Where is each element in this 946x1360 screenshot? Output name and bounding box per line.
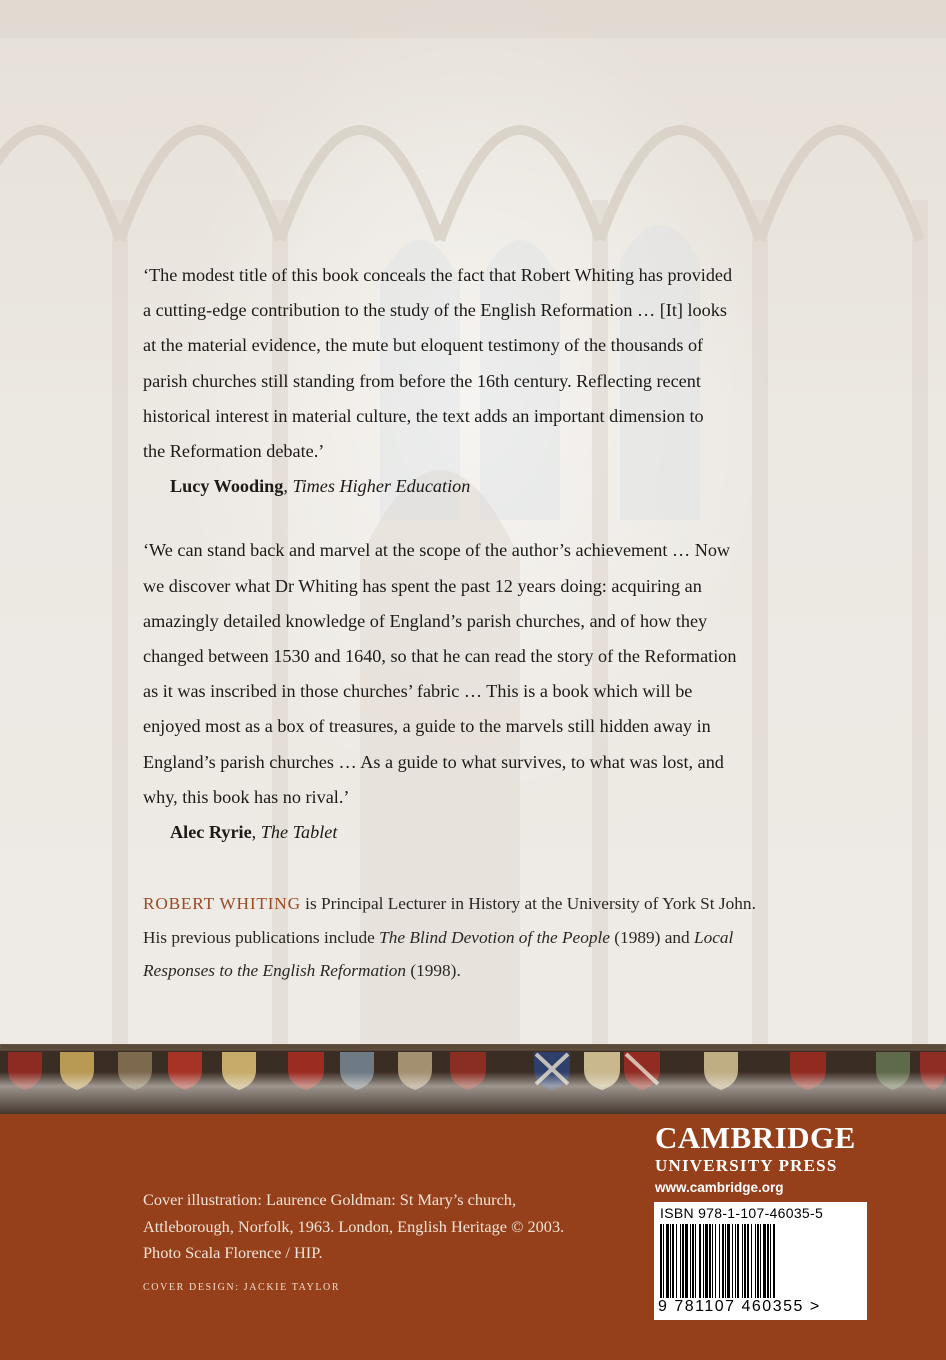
quote-line: ‘The modest title of this book conceals the fact that Robert Whiting has provided: [143, 265, 733, 285]
reviewer-name: Alec Ryrie: [170, 822, 252, 843]
bio-text: (1998).: [406, 961, 461, 980]
barcode-bar: [666, 1224, 669, 1298]
barcode-bar: [727, 1224, 730, 1298]
barcode-bar: [725, 1224, 726, 1298]
cover-design-credit: COVER DESIGN: JACKIE TAYLOR: [143, 1282, 341, 1293]
quote-line: enjoyed most as a box of treasures, a guide to the marvels still hidden away in: [143, 716, 711, 737]
barcode-bar: [715, 1224, 716, 1298]
attribution-separator: ,: [283, 476, 293, 497]
barcode-bar: [682, 1224, 684, 1298]
quote-line: a cutting-edge contribution to the study of the English Reformation … [It] looks: [143, 300, 727, 321]
barcode-bar: [676, 1224, 677, 1298]
barcode-bar: [722, 1224, 724, 1298]
book-title: Responses to the English Reformation: [143, 961, 407, 980]
barcode-bar: [757, 1224, 759, 1298]
publisher-name: CAMBRIDGE: [655, 1120, 856, 1155]
barcode-bar: [692, 1224, 694, 1298]
barcode-bar: [699, 1224, 701, 1298]
quote-line: we discover what Dr Whiting has spent the past 12 years doing: acquiring an: [143, 575, 702, 596]
isbn-barcode: [654, 1202, 867, 1320]
bio-text: His previous publications include: [143, 927, 380, 947]
barcode-bar: [672, 1224, 674, 1298]
quote-line: why, this book has no rival.’: [143, 786, 350, 807]
barcode-bar: [695, 1224, 696, 1298]
quote-line: historical interest in material culture, the text adds an important dimension to: [143, 405, 704, 426]
review-source: The Tablet: [260, 822, 338, 843]
quote-line: the Reformation debate.’: [143, 441, 325, 462]
barcode-bar: [770, 1224, 771, 1298]
barcode-bar: [767, 1224, 769, 1298]
publisher-subname: UNIVERSITY PRESS: [655, 1156, 838, 1175]
barcode-bar: [660, 1224, 662, 1298]
barcode-bar: [685, 1224, 688, 1298]
quote-attribution: [143, 815, 823, 850]
publisher-logo: [655, 1122, 856, 1199]
author-bio: [143, 887, 823, 988]
bio-text: (1989) and: [609, 927, 694, 947]
quote-line: England’s parish churches … As a guide to what survives, to what was lost, and: [143, 751, 724, 772]
barcode-bar: [735, 1224, 736, 1298]
barcode-bar: [737, 1224, 739, 1298]
quote-line: changed between 1530 and 1640, so that he can read the story of the Reformation: [143, 646, 737, 667]
review-quote-1: [143, 258, 823, 504]
quote-line: at the material evidence, the mute but eloquent testimony of the thousands of: [143, 335, 704, 356]
barcode-digits: 9 781107 460355 >: [658, 1298, 821, 1315]
barcode-bar: [751, 1224, 752, 1298]
publisher-url[interactable]: www.cambridge.org: [655, 1180, 784, 1195]
barcode-bar: [703, 1224, 704, 1298]
cover-illustration-credit: [143, 1187, 603, 1267]
quote-line: amazingly detailed knowledge of England’s parish churches, and of how they: [143, 610, 708, 631]
barcode-bar: [755, 1224, 756, 1298]
barcode-bar: [705, 1224, 708, 1298]
barcode-bar: [680, 1224, 681, 1298]
credit-line: Photo Scala Florence / HIP.: [143, 1243, 323, 1262]
reviewer-name: Lucy Wooding: [170, 476, 284, 497]
author-name: ROBERT WHITING: [143, 894, 301, 913]
barcode-bar: [732, 1224, 733, 1298]
credit-line: Cover illustration: Laurence Goldman: St Mary’s church,: [143, 1190, 517, 1209]
heraldic-shields-band: [0, 1044, 946, 1114]
quote-line: ‘We can stand back and marvel at the scope of the author’s achievement … Now: [143, 540, 731, 561]
barcode-bar: [712, 1224, 713, 1298]
book-title: Local: [693, 927, 734, 947]
book-title: The Blind Devotion of the People: [379, 927, 610, 947]
attribution-separator: ,: [251, 822, 261, 843]
barcode-bar: [742, 1224, 743, 1298]
barcode-bar: [670, 1224, 671, 1298]
quote-line: as it was inscribed in those churches’ fabric … This is a book which will be: [143, 681, 693, 702]
barcode-bar: [663, 1224, 664, 1298]
barcode-bar: [773, 1224, 775, 1298]
barcode-bars: [660, 1224, 861, 1298]
barcode-bar: [719, 1224, 720, 1298]
review-quote-2: [143, 533, 823, 850]
credit-line: Attleborough, Norfolk, 1963. London, English Heritage © 2003.: [143, 1216, 565, 1236]
bio-text: is Principal Lecturer in History at the University of York St John.: [300, 894, 756, 913]
band-fade-overlay: [0, 1044, 946, 1114]
isbn-number: ISBN 978-1-107-46035-5: [660, 1205, 824, 1221]
barcode-bar: [763, 1224, 766, 1298]
barcode-bar: [747, 1224, 749, 1298]
quote-line: parish churches still standing from before the 16th century. Reflecting recent: [143, 370, 701, 391]
quote-attribution: [143, 469, 823, 504]
barcode-bar: [690, 1224, 691, 1298]
barcode-bar: [709, 1224, 711, 1298]
review-source: Times Higher Education: [292, 476, 471, 497]
barcode-bar: [760, 1224, 761, 1298]
barcode-bar: [744, 1224, 746, 1298]
